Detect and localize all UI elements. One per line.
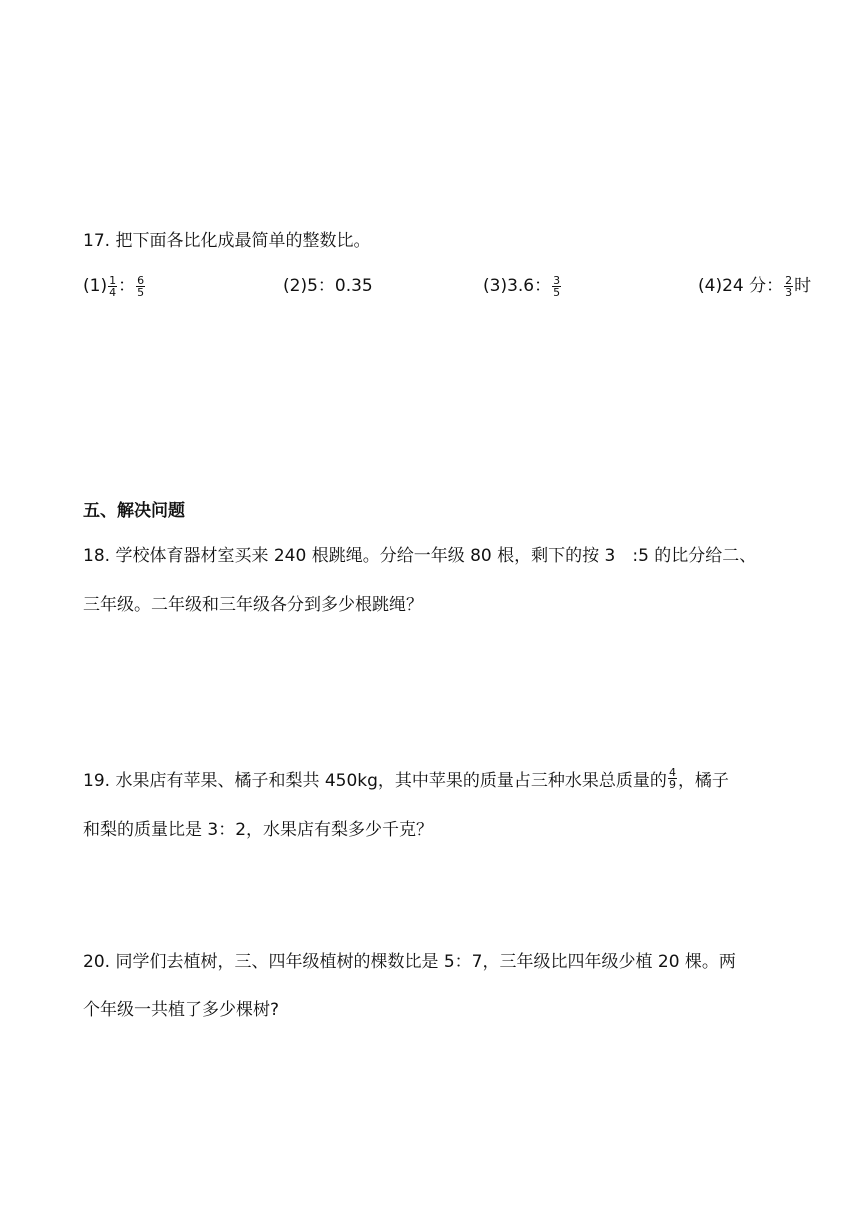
question-19-line-1 xyxy=(83,765,729,793)
question-17-item-3 xyxy=(483,274,562,298)
question-20-line-1: 20. 同学们去植树，三、四年级植树的棵数比是 5：7，三年级比四年级少植 20 棵。两 xyxy=(83,952,736,972)
question-19-line-2: 和梨的质量比是 3：2，水果店有梨多少千克？ xyxy=(83,820,434,840)
item-1-separator: ： xyxy=(118,276,136,296)
item-4-suffix: 时 xyxy=(794,276,812,296)
question-17-item-4 xyxy=(698,274,811,298)
item-1-prefix: (1) xyxy=(83,276,108,296)
item-3-fraction: $\frac{3}{5}$ xyxy=(553,273,561,299)
item-4-prefix: (4)24 分： xyxy=(698,276,784,296)
question-19-text-after: ，橘子 xyxy=(677,771,729,791)
item-2-text: (2)5：0.35 xyxy=(283,276,373,296)
item-1-fraction-2: $\frac{6}{5}$ xyxy=(137,273,145,299)
item-3-prefix: (3)3.6： xyxy=(483,276,552,296)
question-18-line-2: 三年级。二年级和三年级各分到多少根跳绳？ xyxy=(83,595,423,615)
question-17-item-2 xyxy=(283,274,373,298)
question-19-fraction: $\frac{4}{9}$ xyxy=(668,765,676,791)
question-20-line-2: 个年级一共植了多少棵树? xyxy=(83,1000,280,1020)
question-17-title: 17. 把下面各比化成最简单的整数比。 xyxy=(83,231,371,251)
question-19-text-before: 19. 水果店有苹果、橘子和梨共 450kg，其中苹果的质量占三种水果总质量的 xyxy=(83,771,667,791)
question-17-item-1 xyxy=(83,274,146,298)
item-1-fraction-1: $\frac{1}{4}$ xyxy=(109,273,117,299)
question-18-line-1: 18. 学校体育器材室买来 240 根跳绳。分给一年级 80 根，剩下的按 3 :5 的比分给二、 xyxy=(83,546,757,566)
section-5-heading: 五、解决问题 xyxy=(83,501,185,521)
item-4-fraction: $\frac{2}{3}$ xyxy=(785,273,793,299)
